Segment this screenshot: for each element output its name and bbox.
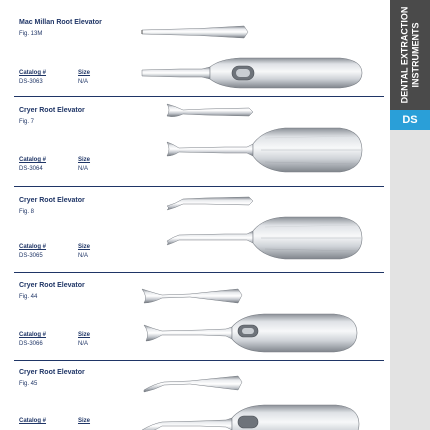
size-value: N/A [78, 253, 89, 259]
catalog-label: Catalog # [19, 418, 47, 424]
catalog-number: DS-3063 [19, 79, 43, 85]
instrument-full-image [165, 215, 365, 261]
size-label: Size [78, 70, 91, 76]
instrument-full-image [165, 126, 365, 174]
product-fig: Fig. 45 [19, 381, 38, 387]
catalog-label: Catalog # [19, 70, 47, 76]
size-value: N/A [78, 341, 89, 347]
side-tab-code: DS [390, 110, 430, 130]
side-tab-title [390, 0, 430, 110]
catalog-label: Catalog # [19, 332, 47, 338]
catalog-label: Catalog # [19, 157, 47, 163]
product-title: Mac Millan Root Elevator [19, 19, 102, 26]
instrument-tip-image [165, 192, 255, 212]
instrument-full-image [142, 313, 360, 353]
product-fig: Fig. 8 [19, 209, 35, 215]
product-title: Cryer Root Elevator [19, 369, 85, 376]
instrument-tip-image [165, 100, 255, 122]
catalog-number: DS-3064 [19, 166, 43, 172]
side-tab-line2: INSTRUMENTS [410, 22, 421, 88]
section-divider [14, 272, 384, 273]
instrument-tip-image [140, 283, 245, 307]
product-fig: Fig. 44 [19, 294, 38, 300]
size-label: Size [78, 418, 91, 424]
instrument-tip-image [140, 370, 245, 394]
product-title: Cryer Root Elevator [19, 282, 85, 289]
size-label: Size [78, 157, 91, 163]
instrument-full-image [140, 56, 365, 90]
catalog-number: DS-3066 [19, 341, 43, 347]
side-tab-grey-strip [390, 130, 430, 430]
instrument-full-image [140, 404, 362, 430]
size-value: N/A [78, 166, 89, 172]
size-label: Size [78, 332, 91, 338]
catalog-number: DS-3065 [19, 253, 43, 259]
section-divider [14, 186, 384, 187]
product-fig: Fig. 7 [19, 119, 35, 125]
section-divider [14, 96, 384, 97]
size-value: N/A [78, 79, 89, 85]
size-label: Size [78, 244, 91, 250]
section-divider [14, 360, 384, 361]
catalog-label: Catalog # [19, 244, 47, 250]
side-tab-line1: DENTAL EXTRACTION [399, 6, 410, 104]
product-title: Cryer Root Elevator [19, 107, 85, 114]
product-fig: Fig. 13M [19, 31, 43, 37]
product-title: Cryer Root Elevator [19, 197, 85, 204]
instrument-tip-image [140, 24, 250, 40]
